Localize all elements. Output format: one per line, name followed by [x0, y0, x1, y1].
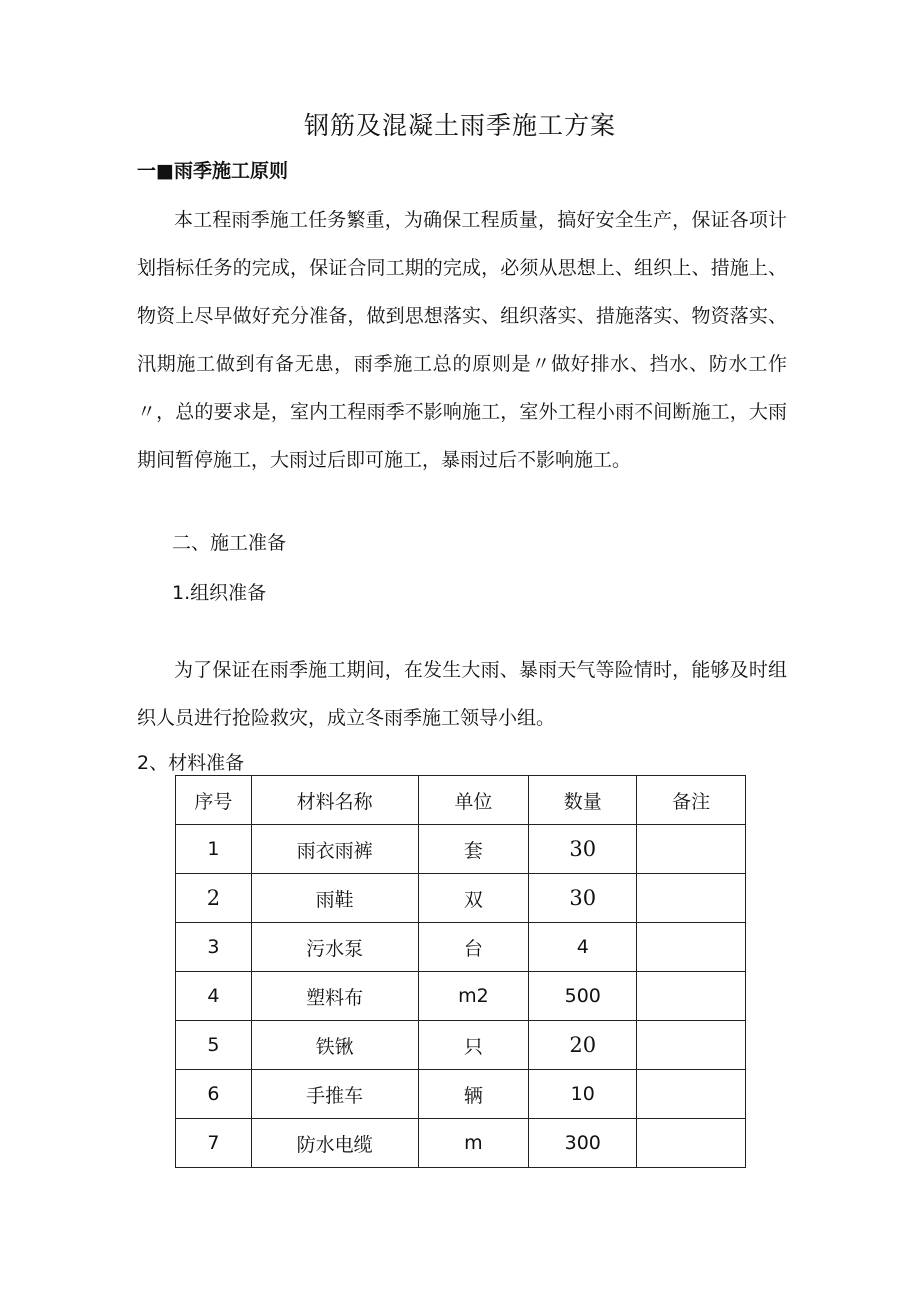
cell-unit: 台 [418, 923, 529, 972]
cell-material-name: 雨鞋 [251, 874, 418, 923]
cell-quantity: 10 [529, 1070, 637, 1119]
cell-index: 4 [176, 972, 252, 1021]
cell-unit: 双 [418, 874, 529, 923]
cell-quantity: 300 [529, 1119, 637, 1168]
cell-unit: 只 [418, 1021, 529, 1070]
document-title: 钢筋及混凝土雨季施工方案 [303, 111, 616, 140]
cell-quantity: 20 [529, 1021, 637, 1070]
cell-material-name: 铁锹 [251, 1021, 418, 1070]
table-row [176, 923, 746, 972]
cell-material-name: 手推车 [251, 1070, 418, 1119]
table-row [176, 825, 746, 874]
cell-index: 1 [176, 825, 252, 874]
cell-quantity: 30 [529, 825, 637, 874]
cell-material-name: 雨衣雨裤 [251, 825, 418, 874]
cell-remarks [637, 874, 746, 923]
cell-remarks [637, 1070, 746, 1119]
section-heading-construction-preparation: 二、施工准备 [172, 532, 287, 554]
table-row [176, 874, 746, 923]
header-cell-material-name: 材料名称 [251, 776, 418, 825]
subsection-heading-organization: 1.组织准备 [172, 582, 267, 604]
cell-remarks [637, 923, 746, 972]
cell-quantity: 4 [529, 923, 637, 972]
table-row [176, 972, 746, 1021]
materials-table [175, 775, 746, 1168]
cell-material-name: 塑料布 [251, 972, 418, 1021]
cell-remarks [637, 972, 746, 1021]
header-cell-unit: 单位 [418, 776, 529, 825]
table-row [176, 1070, 746, 1119]
header-cell-quantity: 数量 [529, 776, 637, 825]
cell-index: 6 [176, 1070, 252, 1119]
header-cell-index: 序号 [176, 776, 252, 825]
cell-unit: 辆 [418, 1070, 529, 1119]
cell-unit: 套 [418, 825, 529, 874]
cell-unit: m [418, 1119, 529, 1168]
subsection-heading-materials: 2、材料准备 [137, 752, 245, 774]
section-heading-rainy-season-principles: 一■雨季施工原则 [137, 160, 288, 182]
cell-index: 7 [176, 1119, 252, 1168]
cell-unit: m2 [418, 972, 529, 1021]
cell-quantity: 500 [529, 972, 637, 1021]
cell-remarks [637, 1021, 746, 1070]
cell-material-name: 防水电缆 [251, 1119, 418, 1168]
cell-index: 5 [176, 1021, 252, 1070]
table-header-row [176, 776, 746, 825]
cell-remarks [637, 825, 746, 874]
cell-material-name: 污水泵 [251, 923, 418, 972]
cell-index: 2 [176, 874, 252, 923]
cell-index: 3 [176, 923, 252, 972]
table-row [176, 1021, 746, 1070]
section-paragraph-principles: 本工程雨季施工任务繁重，为确保工程质量，搞好安全生产，保证各项计划指标任务的完成，保证合同工期的完成，必须从思想上、组织上、措施上、物资上尽早做好充分准备，做到思想落实、组织落实、措施落实、物资落实、汛期施工做到有备无患，雨季施工总的原则是〃做好排水、挡水、防水工作〃，总的要求是，室内工程雨季不影响施工，室外工程小雨不间断施工，大雨期间暂停施工，大雨过后即可施工，暴雨过后不影响施工。 [137, 209, 787, 471]
cell-remarks [637, 1119, 746, 1168]
subsection-paragraph-organization: 为了保证在雨季施工期间，在发生大雨、暴雨天气等险情时，能够及时组织人员进行抢险救灾，成立冬雨季施工领导小组。 [137, 659, 787, 729]
table-row [176, 1119, 746, 1168]
header-cell-remarks: 备注 [637, 776, 746, 825]
cell-quantity: 30 [529, 874, 637, 923]
